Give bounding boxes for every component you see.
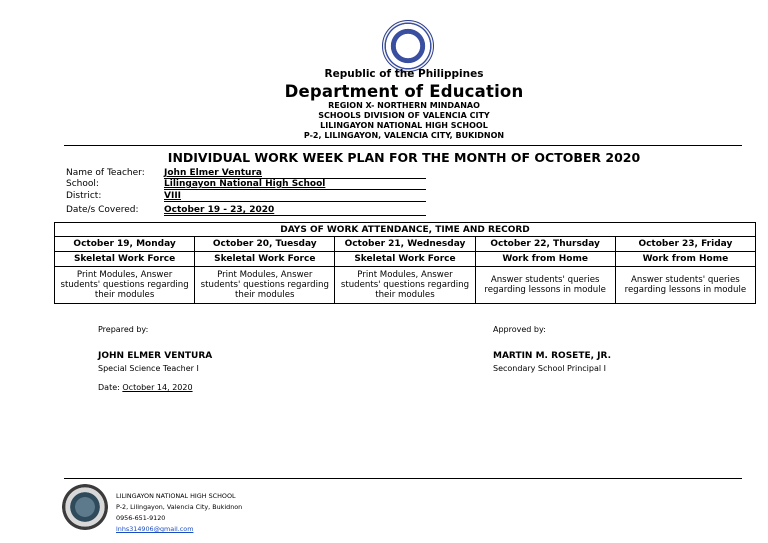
region-line: REGION X- NORTHERN MINDANAO [328,101,480,110]
work-type-cell: Skeletal Work Force [335,252,475,267]
school-line: LILINGAYON NATIONAL HIGH SCHOOL [320,121,488,130]
teacher-value: John Elmer Ventura [164,168,426,179]
prepared-title: Special Science Teacher I [98,364,199,373]
day-header: October 23, Friday [615,237,755,252]
footer-divider [64,478,742,479]
deped-seal-logo [382,20,434,72]
school-label: School: [66,179,99,189]
table-title-row [55,223,756,237]
school-value: Lilingayon National High School [164,179,426,190]
task-cell: Print Modules, Answer students' questions regarding their modules [335,267,475,304]
task-cell: Print Modules, Answer students' questions regarding their modules [195,267,335,304]
date-label: Date: [98,383,120,392]
day-header: October 22, Thursday [475,237,615,252]
district-label: District: [66,191,102,201]
address-line: P-2, LILINGAYON, VALENCIA CITY, BUKIDNON [303,131,505,140]
work-type-cell: Work from Home [475,252,615,267]
republic-line: Republic of the Philippines [324,68,484,80]
school-logo [62,484,108,530]
footer-email-link[interactable]: lnhs314906@gmail.com [116,525,194,533]
work-type-cell: Skeletal Work Force [55,252,195,267]
approved-name: MARTIN M. ROSETE, JR. [493,351,612,361]
prepared-name: JOHN ELMER VENTURA [98,351,213,361]
table-title: DAYS OF WORK ATTENDANCE, TIME AND RECORD [55,223,756,237]
plan-title: INDIVIDUAL WORK WEEK PLAN FOR THE MONTH OF OCTOBER 2020 [167,150,641,165]
footer-phone: 0956-651-9120 [116,514,166,522]
table-row [55,252,756,267]
table-row [55,237,756,252]
table-row [55,267,756,304]
division-line: SCHOOLS DIVISION OF VALENCIA CITY [318,111,490,120]
dates-label: Date/s Covered: [66,205,139,215]
task-cell: Answer students' queries regarding lessons in module [615,267,755,304]
day-header: October 19, Monday [55,237,195,252]
attendance-table [54,222,756,304]
dates-value: October 19 - 23, 2020 [164,205,426,216]
approved-by-label: Approved by: [493,325,546,334]
approved-title: Secondary School Principal I [493,364,607,373]
work-type-cell: Work from Home [615,252,755,267]
teacher-label: Name of Teacher: [66,168,145,178]
district-value: VIII [164,191,426,202]
footer-school: LILINGAYON NATIONAL HIGH SCHOOL [116,492,236,500]
prepared-date [98,383,193,392]
date-value: October 14, 2020 [122,383,193,392]
task-cell: Answer students' queries regarding lessons in module [475,267,615,304]
day-header: October 20, Tuesday [195,237,335,252]
day-header: October 21, Wednesday [335,237,475,252]
task-cell: Print Modules, Answer students' questions regarding their modules [55,267,195,304]
prepared-by-label: Prepared by: [98,325,149,334]
footer-address: P-2, Lilingayon, Valencia City, Bukidnon [116,503,243,511]
header-divider [64,145,742,146]
department-title: Department of Education [284,82,524,101]
work-type-cell: Skeletal Work Force [195,252,335,267]
